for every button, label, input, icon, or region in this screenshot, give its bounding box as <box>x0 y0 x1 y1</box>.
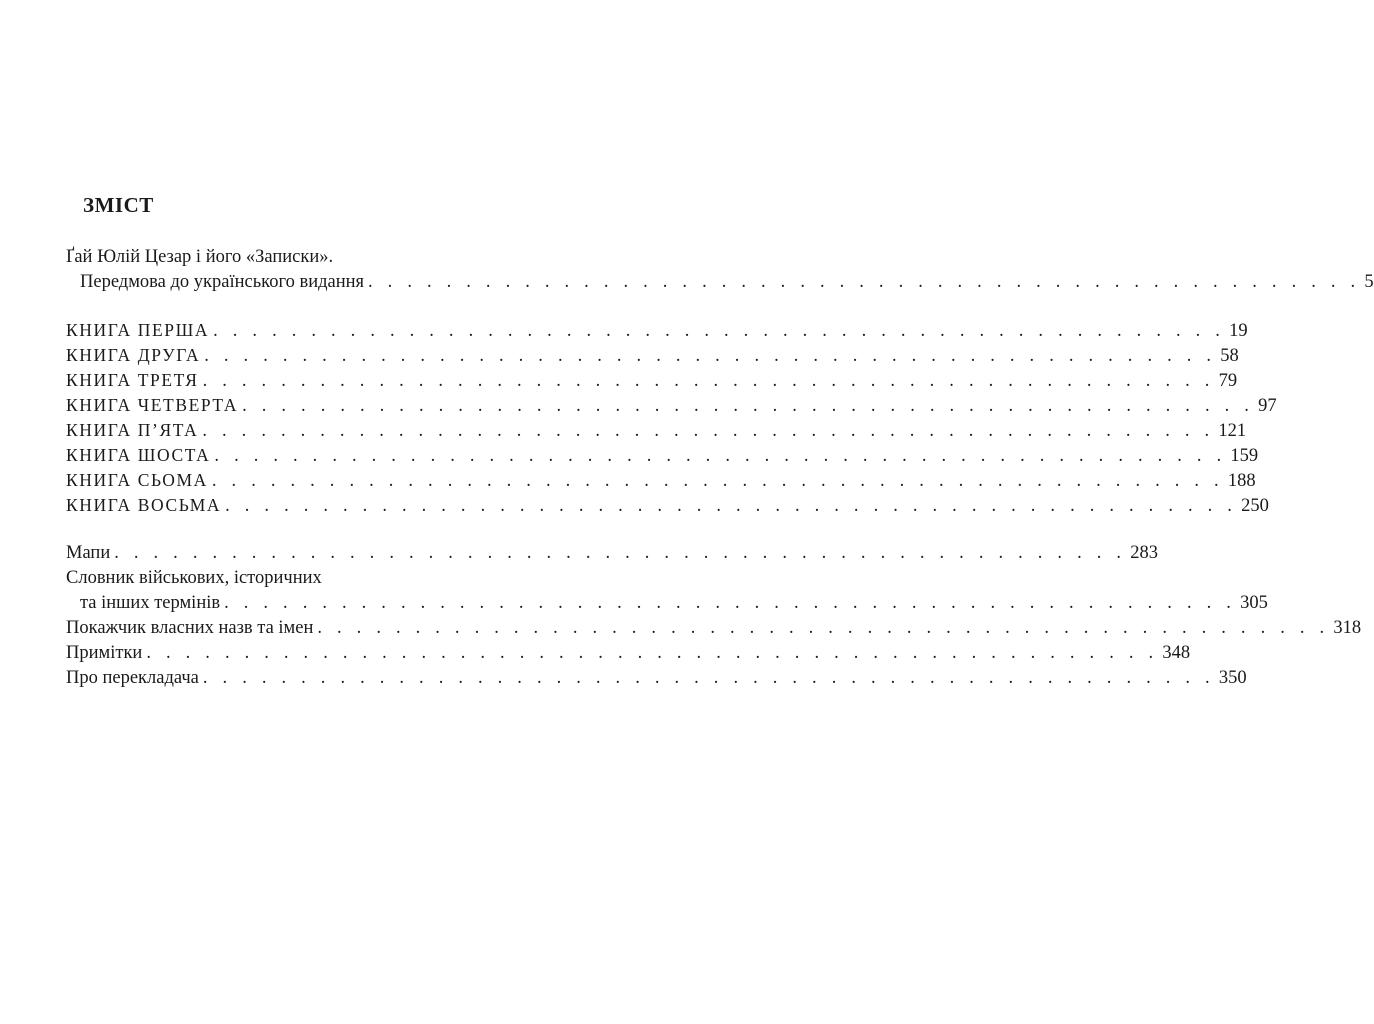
toc-maps-row <box>66 541 1158 566</box>
toc-entry-title: та інших термінів <box>80 593 221 613</box>
toc-page-number: 318 <box>1333 618 1362 638</box>
toc-page-number: 305 <box>1240 593 1268 613</box>
toc-entry-title: Мапи <box>66 543 111 563</box>
toc-page-number: 19 <box>1229 321 1248 341</box>
toc-page-number: 250 <box>1241 496 1269 516</box>
dot-leader: . . . . . . . . . . . . . . . . . . . . . . . . . . . . . . . . . . . . . . . . . . . . . . . . . . . . <box>114 543 1127 563</box>
toc-book-title: КНИГА ШОСТА <box>66 445 211 465</box>
toc-entry-title: Про перекладача <box>66 668 199 688</box>
dot-leader: . . . . . . . . . . . . . . . . . . . . . . . . . . . . . . . . . . . . . . . . . . . . . . . . . . . . <box>202 421 1215 441</box>
dot-leader: . . . . . . . . . . . . . . . . . . . . . . . . . . . . . . . . . . . . . . . . . . . . . . . . . . . . <box>202 668 1215 688</box>
toc-page-number: 121 <box>1218 421 1247 441</box>
toc-appendix-list <box>66 541 1362 691</box>
toc-page-number: 283 <box>1130 543 1158 563</box>
toc-book-row <box>66 418 1247 443</box>
toc-entry-title: Примітки <box>66 643 143 663</box>
toc-book-row <box>66 343 1239 368</box>
toc-book-row <box>66 318 1248 343</box>
toc-glossary-line1: Словник військових, історичних <box>66 568 322 588</box>
toc-page-number: 5 <box>1364 272 1374 292</box>
toc-page-number: 350 <box>1218 668 1247 688</box>
dot-leader: . . . . . . . . . . . . . . . . . . . . . . . . . . . . . . . . . . . . . . . . . . . . . . . . . . . . <box>146 643 1159 663</box>
dot-leader: . . . . . . . . . . . . . . . . . . . . . . . . . . . . . . . . . . . . . . . . . . . . . . . . . . . . <box>213 321 1226 341</box>
dot-leader: . . . . . . . . . . . . . . . . . . . . . . . . . . . . . . . . . . . . . . . . . . . . . . . . . . . . <box>204 346 1217 366</box>
dot-leader: . . . . . . . . . . . . . . . . . . . . . . . . . . . . . . . . . . . . . . . . . . . . . . . . . . . . <box>225 496 1238 516</box>
toc-page-number: 79 <box>1218 371 1238 391</box>
toc-glossary-row <box>66 591 1268 616</box>
toc-heading: ЗМІСТ <box>83 193 154 217</box>
toc-translator-row <box>66 666 1247 691</box>
toc-intro-title: Передмова до українського видання <box>80 272 365 292</box>
dot-leader: . . . . . . . . . . . . . . . . . . . . . . . . . . . . . . . . . . . . . . . . . . . . . . . . . . . . <box>317 618 1330 638</box>
toc-page-number: 159 <box>1230 446 1259 466</box>
toc-books-list <box>66 318 1277 518</box>
toc-book-title: КНИГА ЧЕТВЕРТА <box>66 395 239 415</box>
dot-leader: . . . . . . . . . . . . . . . . . . . . . . . . . . . . . . . . . . . . . . . . . . . . . . . . . . . . <box>224 593 1237 613</box>
toc-book-title: КНИГА СЬОМА <box>66 470 208 490</box>
toc-entry-title: Покажчик власних назв та імен <box>66 618 314 638</box>
toc-index-row <box>66 616 1362 641</box>
toc-intro-row <box>66 270 1374 295</box>
toc-intro-entry <box>66 245 1374 295</box>
toc-book-row <box>66 393 1277 418</box>
dot-leader: . . . . . . . . . . . . . . . . . . . . . . . . . . . . . . . . . . . . . . . . . . . . . . . . . . . . <box>214 446 1227 466</box>
toc-page-number: 348 <box>1162 643 1191 663</box>
toc-intro-line1: Ґай Юлій Цезар і його «Записки». <box>66 247 334 267</box>
toc-book-title: КНИГА ПЕРША <box>66 320 210 340</box>
dot-leader: . . . . . . . . . . . . . . . . . . . . . . . . . . . . . . . . . . . . . . . . . . . . . . . . . . . <box>368 272 1361 292</box>
toc-page-number: 97 <box>1258 396 1277 416</box>
toc-book-title: КНИГА ТРЕТЯ <box>66 370 199 390</box>
toc-book-row <box>66 443 1259 468</box>
dot-leader: . . . . . . . . . . . . . . . . . . . . . . . . . . . . . . . . . . . . . . . . . . . . . . . . . . . . <box>202 371 1215 391</box>
toc-book-title: КНИГА ВОСЬМА <box>66 495 222 515</box>
toc-book-row <box>66 468 1256 493</box>
toc-page-number: 58 <box>1220 346 1239 366</box>
toc-notes-row <box>66 641 1191 666</box>
toc-book-title: КНИГА ДРУГА <box>66 345 201 365</box>
toc-book-row <box>66 493 1269 518</box>
dot-leader: . . . . . . . . . . . . . . . . . . . . . . . . . . . . . . . . . . . . . . . . . . . . . . . . . . . . <box>242 396 1255 416</box>
toc-book-title: КНИГА П’ЯТА <box>66 420 199 440</box>
toc-page-number: 188 <box>1227 471 1256 491</box>
toc-book-row <box>66 368 1238 393</box>
dot-leader: . . . . . . . . . . . . . . . . . . . . . . . . . . . . . . . . . . . . . . . . . . . . . . . . . . . . <box>211 471 1224 491</box>
